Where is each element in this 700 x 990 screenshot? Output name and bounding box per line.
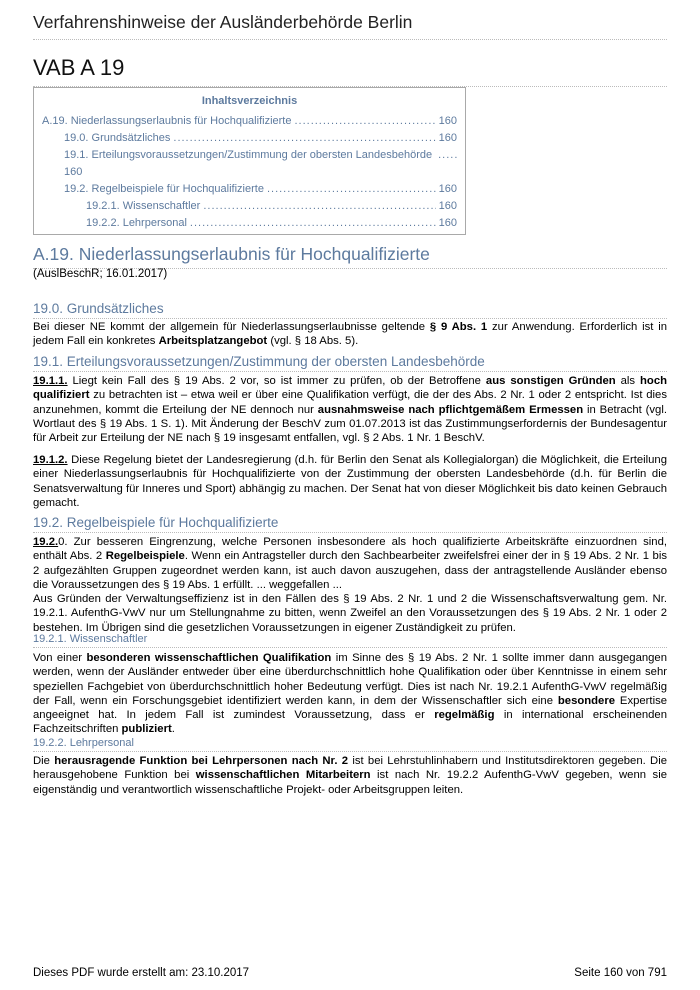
paragraph-19-2: 19.2.0. Zur besseren Eingrenzung, welche Personen insbesondere als hoch qualifizierte Arbeitskräfte einzuordnen sind, enthält Abs. 2 Regelbeispiele. Wenn ein Antragsteller durch den Sachbearbeiter zweifelsfrei einer der in § 19 Abs. 2 Nr. 1 bis 2 aufgezählten Gruppen zugeordnet werden kann, ist auch davon auszugehen, dass der antragstellende Ausländer ebenso die Voraussetzungen des § 19 Abs. 1 erfüllt. ... weggefallen ... Aus Gründen der Verwaltungseffizienz ist in den Fällen des § 19 Abs. 2 Nr. 1 und 2 die Wissenschaftsverwaltung gem. Nr. 19.2.1. AufenthG-VwV nur um Stellungnahme zu bitten, wenn Zweifel an den Voraussetzungen des § 19 Abs. 2 Nr. 1 oder 2 bestehen. Im Übrigen sind die gesetzlichen Voraussetzungen in eigener Zuständigkeit zu prüfen. (33, 536, 667, 634)
toc-entry-label: 19.2. Regelbeispiele für Hochqualifizierte (64, 183, 264, 195)
section-heading-19-0: 19.0. Grundsätzliches (33, 301, 667, 319)
footer-page-number: Seite 160 von 791 (574, 967, 667, 979)
toc-entry-label: 19.2.1. Wissenschaftler (86, 200, 201, 212)
footer-creation-date: Dieses PDF wurde erstellt am: 23.10.2017 (33, 967, 250, 979)
toc-entry-19-0[interactable] (42, 130, 457, 147)
toc-entry-page: 160 (438, 217, 457, 229)
toc-leader (173, 130, 435, 147)
toc-leader (294, 113, 435, 130)
toc-entry-page: 160 (438, 200, 457, 212)
paragraph-19-2-2: Die herausragende Funktion bei Lehrpersonen nach Nr. 2 ist bei Lehrstuhlinhabern und Institutsdirektoren gegeben. Die herausgehobene Funktion bei wissenschaftlichen Mitarbeitern ist nach Nr. 19.2.2 AufenthG-VwV gegeben, wenn sie eigenständig und verantwortlich wissenschaftliche Projekt- oder Arbeitsgruppen leiten. (33, 755, 667, 796)
paragraph-19-2-1: Von einer besonderen wissenschaftlichen Qualifikation im Sinne des § 19 Abs. 2 Nr. 1 sollte immer dann ausgegangen werden, wenn der Ausländer entweder über eine überdurchschnittlich hohe Qualifikation oder über Kenntnisse in einem sehr speziellen Fachgebiet von überdurchschnittlich hoher Bedeutung verfügt. Dies ist nach Nr. 19.2.1 AufenthG-VwV regelmäßig der Fall, wenn ein Forschungsgebiet identifiziert werden kann, in dem der Wissenschaftler sich eine besondere Expertise angeeignet hat. In jedem Fall ist zumindest Voraussetzung, dass er regelmäßig in international erscheinenden Fachzeitschriften publiziert. (33, 652, 668, 736)
toc-leader (190, 215, 436, 232)
toc-leader (438, 147, 457, 164)
toc-entry-a19[interactable] (42, 113, 457, 130)
toc-entry-label: 19.1. Erteilungsvoraussetzungen/Zustimmung der obersten Landesbehörde (64, 149, 433, 161)
toc-entry-19-1[interactable] (42, 147, 457, 181)
section-heading-19-2: 19.2. Regelbeispiele für Hochqualifizierte (33, 515, 667, 533)
paragraph-19-1-1: 19.1.1. Liegt kein Fall des § 19 Abs. 2 vor, so ist immer zu prüfen, ob der Betroffene aus sonstigen Gründen als hoch qualifiziert zu betrachten ist – etwa weil er über eine Qualifikation verfügt, die der des Abs. 2 Nr. 1 oder 2 entspricht. Ist dies anzunehmen, kommt die Erteilung der NE dennoch nur ausnahmsweise nach pflichtgemäßem Ermessen in Betracht (vgl. Wortlaut des § 19 Abs. 1 S. 1). Mit Änderung der BeschV zum 01.07.2013 ist das Zustimmungserfordernis der Bundesagentur für Arbeit zur Erteilung der NE nach § 19 insgesamt entfallen, vgl. § 2 Abs. 1 Nr. 1 BeschV. (33, 375, 668, 445)
toc-title: Inhaltsverzeichnis (201, 95, 298, 107)
toc-entry-page: 160 (438, 132, 457, 144)
toc-entry-19-2[interactable] (42, 181, 457, 198)
toc-entry-label: 19.2.2. Lehrpersonal (86, 217, 187, 229)
paragraph-19-0: Bei dieser NE kommt der allgemein für Niederlassungserlaubnisse geltende § 9 Abs. 1 zur Anwendung. Erforderlich ist in jedem Fall ein konkretes Arbeitsplatzangebot (vgl. § 18 Abs. 5). (33, 321, 667, 348)
table-of-contents (33, 87, 466, 235)
document-title: VAB A 19 (33, 55, 667, 87)
toc-entry-label: A.19. Niederlassungserlaubnis für Hochqualifizierte (42, 115, 292, 127)
section-heading-19-2-1: 19.2.1. Wissenschaftler (33, 633, 667, 648)
toc-entry-19-2-2[interactable] (42, 215, 457, 232)
toc-leader (267, 181, 436, 198)
source-reference: (AuslBeschR; 16.01.2017) (33, 268, 168, 280)
toc-entry-page: 160 (438, 183, 457, 195)
toc-entry-19-2-1[interactable] (42, 198, 457, 215)
toc-leader (203, 198, 435, 215)
toc-entry-page: 160 (438, 115, 457, 127)
section-heading-a19: A.19. Niederlassungserlaubnis für Hochqualifizierte (33, 244, 667, 269)
running-header: Verfahrenshinweise der Ausländerbehörde Berlin (33, 12, 667, 40)
toc-entry-label: 19.0. Grundsätzliches (64, 132, 171, 144)
section-heading-19-2-2: 19.2.2. Lehrpersonal (33, 737, 667, 752)
toc-entry-page: 160 (64, 166, 83, 178)
paragraph-19-1-2: 19.1.2. Diese Regelung bietet der Landesregierung (d.h. für Berlin den Senat als Kollegialorgan) die Möglichkeit, die Erteilung einer Niederlassungserlaubnis für Hochqualifizierte von der Zustimmung der obersten Landesbehörde (d.h. für Berlin die Senatsverwaltung für Inneres und Sport) abhängig zu machen. Der Senat hat von dieser Möglichkeit bis dato keinen Gebrauch gemacht. (33, 454, 667, 509)
section-heading-19-1: 19.1. Erteilungsvoraussetzungen/Zustimmung der obersten Landesbehörde (33, 354, 667, 372)
